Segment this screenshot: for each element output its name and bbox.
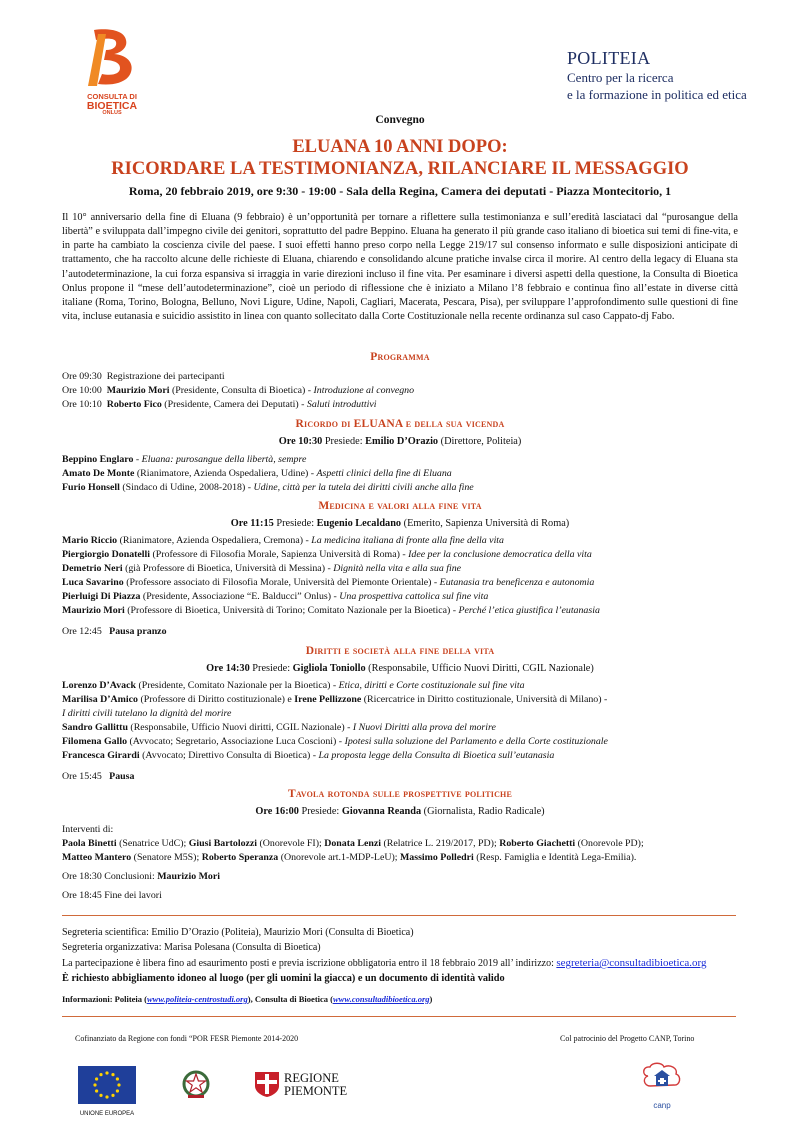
speaker-row: Filomena Gallo (Avvocato; Segretario, Associazione Luca Coscioni) - Ipotesi sulla soluzione del Parlamento e della Corte costituzionale [62, 736, 608, 747]
session-chair-row: Ore 14:30 Presiede: Gigliola Toniollo (Responsabile, Ufficio Nuovi Diritti, CGIL Nazionale) [206, 663, 594, 674]
speaker-row: Marilisa D’Amico (Professore di Diritto costituzionale) e Irene Pellizzone (Ricercatrice in Diritto costituzionale, Università di Milano) - [62, 694, 608, 705]
programma-heading: Programma [370, 351, 430, 363]
consulta-link[interactable]: www.consultadibioetica.org [333, 994, 430, 1004]
divider [62, 1016, 736, 1017]
session-chair-row: Ore 16:00 Presiede: Giovanna Reanda (Giornalista, Radio Radicale) [255, 806, 545, 817]
section-heading-tavola: Tavola rotonda sulle prospettive politiche [287, 788, 513, 800]
regione-shield-icon [254, 1070, 280, 1098]
speaker-row: Mario Riccio (Rianimatore, Azienda Ospedaliera, Cremona) - La medicina italiana di fronte alla fine della vita [62, 535, 504, 546]
politeia-name: POLITEIA [567, 48, 651, 68]
consulta-logo-mark-icon [84, 26, 140, 88]
session-chair-row: Ore 10:30 Presiede: Emilio D’Orazio (Direttore, Politeia) [278, 436, 522, 447]
partecipazione-note: La partecipazione è libera fino ad esaurimento posti e previa iscrizione obbligatoria entro il 18 febbraio 2019 all’ indirizzo: segreteria@consultadibioetica.org [62, 957, 707, 969]
politeia-header [567, 48, 747, 103]
speaker-row: Luca Savarino (Professore associato di Filosofia Morale, Università del Piemonte Orientale) - Eutanasia tra beneficenza e autonomia [62, 577, 595, 588]
speaker-row: Francesca Girardi (Avvocato; Direttivo Consulta di Bioetica) - La proposta legge della Consulta di Bioetica sull’eutanasia [62, 750, 555, 761]
canp-label: canp [653, 1101, 671, 1110]
patrocinio-label: Col patrocinio del Progetto CANP, Torino [560, 1034, 695, 1043]
cofinanziato-label: Cofinanziato da Regione con fondi “POR FESR Piemonte 2014-2020 [75, 1034, 299, 1043]
fine-lavori-row: Ore 18:45 Fine dei lavori [62, 890, 162, 901]
consulta-logo-line1: CONSULTA DI [87, 92, 137, 101]
speaker-row: Demetrio Neri (già Professore di Bioetica, Università di Messina) - Dignità nella vita e alla sua fine [62, 563, 462, 574]
divider [62, 915, 736, 916]
pause-row: Ore 15:45 Pausa [62, 771, 135, 782]
politeia-line1: Centro per la ricerca [567, 70, 674, 85]
section-heading-medicina: Medicina e valori alla fine vita [318, 500, 482, 512]
canp-logo [640, 1062, 684, 1110]
page-title-line1: ELUANA 10 ANNI DOPO: [292, 137, 508, 157]
page-title-line2: RICORDARE LA TESTIMONIANZA, RILANCIARE IL MESSAGGIO [111, 159, 689, 179]
consulta-logo-line3: ONLUS [102, 110, 122, 117]
conclusioni-row: Ore 18:30 Conclusioni: Maurizio Mori [62, 871, 220, 882]
politeia-line2: e la formazione in politica ed etica [567, 87, 747, 102]
speaker-row: Sandro Gallittu (Responsabile, Ufficio Nuovi diritti, CGIL Nazionale) - I Nuovi Diritti alla prova del morire [62, 722, 496, 733]
eu-flag-icon [78, 1066, 136, 1104]
interventi-row-2: Matteo Mantero (Senatore M5S); Roberto Speranza (Onorevole art.1-MDP-LeU); Massimo Polledri (Resp. Famiglia e Identità Lega-Emilia). [62, 852, 637, 863]
italy-emblem [182, 1068, 210, 1105]
speaker-row: Pierluigi Di Piazza (Presidente, Associazione “E. Balducci” Onlus) - Una prospettiva cattolica sul fine vita [62, 591, 489, 602]
italian-republic-emblem-icon [182, 1068, 210, 1100]
pause-row: Ore 12:45 Pausa pranzo [62, 626, 167, 637]
abbigliamento-note: È richiesto abbigliamento idoneo al luogo (per gli uomini la giacca) e un documento di identità valido [62, 973, 505, 984]
speaker-row: Lorenzo D’Avack (Presidente, Comitato Nazionale per la Bioetica) - Etica, diritti e Corte costituzionale sul fine vita [62, 680, 525, 691]
section-heading-diritti: Diritti e società alla fine della vita [305, 645, 495, 657]
email-link[interactable]: segreteria@consultadibioetica.org [556, 957, 707, 969]
eu-label: UNIONE EUROPEA [79, 1111, 135, 1117]
info-line: Informazioni: Politeia (www.politeia-centrostudi.org), Consulta di Bioetica (www.consultadibioetica.org) [62, 994, 433, 1004]
segreteria-scientifica: Segreteria scientifica: Emilio D’Orazio (Politeia), Maurizio Mori (Consulta di Bioetica) [62, 927, 414, 938]
speaker-row: I diritti civili tutelano la dignità del morire [62, 708, 232, 719]
eu-logo [78, 1066, 136, 1117]
consulta-logo-line2: BIOETICA [86, 99, 138, 112]
speaker-row: Maurizio Mori (Professore di Bioetica, Università di Torino; Comitato Nazionale per la Bioetica) - Perché l’etica giustifica l’eutanasia [62, 605, 600, 616]
interventi-row-1: Paola Binetti (Senatrice UdC); Giusi Bartolozzi (Onorevole FI); Donata Lenzi (Relatrice L. 219/2017, PD); Roberto Giachetti (Onorevole PD); [62, 838, 644, 849]
speaker-row: Amato De Monte (Rianimatore, Azienda Ospedaliera, Udine) - Aspetti clinici della fine di Eluana [62, 468, 452, 479]
interventi-label: Interventi di: [62, 824, 114, 835]
regione-line2: PIEMONTE [284, 1084, 348, 1098]
speaker-row: Piergiorgio Donatelli (Professore di Filosofia Morale, Sapienza Università di Roma) - Idee per la conclusione democratica della vita [62, 549, 592, 560]
canp-logo-icon [640, 1062, 684, 1096]
event-dateline: Roma, 20 febbraio 2019, ore 9:30 - 19:00 - Sala della Regina, Camera dei deputati - Piazza Montecitorio, 1 [128, 184, 672, 198]
speaker-row: Beppino Englaro - Eluana: purosangue della libertà, sempre [62, 454, 307, 465]
program-row: Ore 09:30 Registrazione dei partecipanti [62, 371, 225, 382]
session-chair-row: Ore 11:15 Presiede: Eugenio Lecaldano (Emerito, Sapienza Università di Roma) [230, 518, 570, 529]
program-row: Ore 10:10 Roberto Fico (Presidente, Camera dei Deputati) - Saluti introduttivi [62, 399, 377, 410]
program-row: Ore 10:00 Maurizio Mori (Presidente, Consulta di Bioetica) - Introduzione al convegno [62, 385, 415, 396]
section-heading-ricordo: Ricordo di ELUANA e della sua vicenda [295, 418, 505, 430]
speaker-row: Furio Honsell (Sindaco di Udine, 2008-2018) - Udine, città per la tutela dei diritti civili anche alla fine [62, 482, 474, 493]
intro-paragraph: Il 10° anniversario della fine di Eluana (9 febbraio) è un’opportunità per tornare a riflettere sulla testimonianza e sull’eredità lasciataci dal “purosangue della libertà” e sviluppata dall’impegno civile dei genitori, soprattutto del padre Beppino. Eluana ha generato il più grande caso italiano di bioetica sui temi di fine-vita, e in parte ha cambiato la coscienza civile del paese. I suoi effetti hanno preso corpo nella Legge 219/17 sul consenso informato e sulle disposizioni anticipate di trattamento, che ha raccolto alcune delle richieste di Eluana, chiarendo e consolidando alcune pratiche invalse circa il morire. Al centro della legacy di Eluana sta l’autodeterminazione, la cui forza espansiva si irraggia in varie direzioni incluso il fine vita. Per esaminare i diversi aspetti della questione, la Consulta di Bioetica Onlus propone il “mese dell’autodeterminazione”, cioè un periodo di riflessione che è iniziato a Milano l’8 febbraio e continua fino all’estate in diverse città italiane (Roma, Torino, Bologna, Belluno, Novi Ligure, Udine, Napoli, Cagliari, Macerata, Pescara, Pisa), per sviluppare l’approfondimento sulle questioni di fine vita, incluse eutanasia e suicidio assistito in linea con quanto sollecitato dalla Corte Costituzionale nella recente ordinanza sul caso Cappato-dj Fabo. [62, 212, 738, 323]
regione-line1: REGIONE [284, 1071, 339, 1085]
politeia-link[interactable]: www.politeia-centrostudi.org [146, 994, 248, 1004]
convegno-label: Convegno [375, 114, 425, 126]
consulta-bioetica-logo [84, 26, 146, 117]
segreteria-organizzativa: Segreteria organizzativa: Marisa Polesana (Consulta di Bioetica) [62, 942, 321, 953]
